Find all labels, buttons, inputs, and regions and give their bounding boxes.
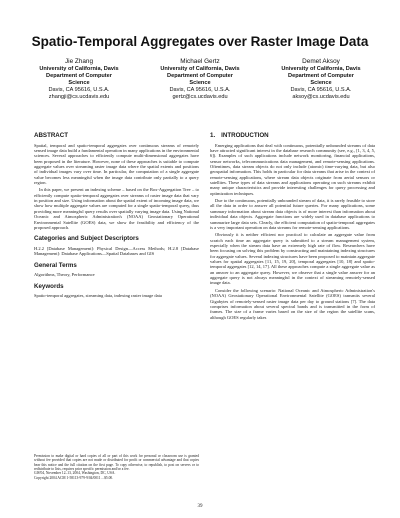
paper-title: Spatio-Temporal Aggregates over Raster Image Data	[31, 34, 369, 49]
abstract-heading: ABSTRACT	[34, 132, 69, 139]
author	[262, 58, 380, 101]
author-department-2: Science	[189, 80, 211, 87]
intro-paragraph: Obviously it is neither efficient nor practical to calculate an aggregate value from scratch each time an aggregate query is submitted to a stream management system, especially when the stream data have an extremely high rate of flow. Researchers have been focusing on solving this problem by constructing and maintaining indexing structures for aggregate values. Several indexing structures have been proposed to maintain aggregate values for spatial aggregates [11, 15, 19, 20], temporal aggregates [10, 18] and spatio-temporal aggregates [12, 14, 17]. All these approaches compute a single aggregate value as an answer to an aggregate query. However, we observe that a single value answer for an aggregate query is not always meaningful in the context of streaming remotely-sensed image data.	[210, 232, 375, 286]
copyright-footnote	[34, 454, 199, 480]
author-affiliation: University of California, Davis	[160, 66, 240, 73]
author-affiliation: University of California, Davis	[39, 66, 119, 73]
abstract-paragraph: In this paper, we present an indexing scheme – based on the Box-Aggregation Tree – to efficiently compute spatio-temporal aggregates over streams of raster image data that vary in position and size. Using information about the spatial extent of incoming image data, we show how multiple aggregate values are computed for a single spatio-temporal query, thus providing more meaningful query results over spatially varying image data. Using National Oceanic and Atmospheric Administration's (NOAA) Geostationary Operational Environmental Satellite (GOES) data, we show the feasibility and efficiency of the proposed approach.	[34, 187, 199, 230]
keywords-text: Spatio-temporal aggregates, streaming data, indexing raster image data	[34, 293, 162, 299]
author-department: Department of Computer	[46, 73, 112, 80]
author-block	[20, 58, 380, 101]
venue-line: GIS'04, November 12–13, 2004, Washington, DC, USA.	[34, 471, 116, 476]
categories-heading: Categories and Subject Descriptors	[34, 235, 139, 243]
author-address: Davis, CA 95616, U.S.A.	[48, 87, 110, 94]
author-email: zhangji@cs.ucdavis.edu	[48, 94, 110, 101]
author-department-2: Science	[68, 80, 90, 87]
section-title: INTRODUCTION	[221, 132, 269, 139]
author-email: gertz@cs.ucdavis.edu	[172, 94, 228, 101]
author	[141, 58, 259, 101]
general-terms-heading: General Terms	[34, 261, 77, 269]
general-terms-text: Algorithms, Theory, Performance	[34, 272, 95, 278]
author-affiliation: University of California, Davis	[281, 66, 361, 73]
author-department: Department of Computer	[167, 73, 233, 80]
left-column	[34, 132, 199, 301]
intro-paragraph: Consider the following scenario: National Oceanic and Atmospheric Administration's (NOAA) Geostationary Operational Environmental Satellite (GOES) transmits several Gigabytes of remotely-sensed raster image data per day to ground stations [7]. The data comprises information about several spectral bands and is transmitted in the form of frames. The size of a frame varies based on the size of the region the satellite scans, although GOES regularly takes	[210, 288, 375, 320]
author-address: Davis, CA 95616, U.S.A.	[169, 87, 231, 94]
author-email: aksoy@cs.ucdavis.edu	[292, 94, 350, 101]
intro-paragraph: Emerging applications that deal with continuous, potentially unbounded streams of data have attracted significant interest in the database research community (see, e.g., [1, 3, 4, 5, 6]). Examples of such applications include network monitoring, financial applications, sensor networks, telecommunications data management, and remote-sensing applications. Oftentimes, data stream objects do not only include (atomic) time-varying data, but also geospatial information. This holds in particular for data streams that arise in the context of remote-sensing applications, where stream data objects originate from aerial sensors or satellites. These types of data streams and applications operating on such streams exhibit many unique characteristics and provide interesting challenges for query processing and optimization techniques.	[210, 142, 375, 196]
author-address: Davis, CA 95616, U.S.A.	[290, 87, 352, 94]
author-name: Michael Gertz	[180, 58, 220, 65]
author-name: Jie Zhang	[64, 58, 94, 65]
section-number: 1.	[210, 132, 216, 139]
copyright-line: Copyright 2004 ACM 1-58113-979-9/04/0011 ...$5.00.	[34, 475, 114, 480]
page-number: 39	[197, 504, 203, 509]
categories-text: H.2.2 [Database Management]: Physical Design—Access Methods; H.2.8 [Database Management]: Database Applications—Spatial Databases and GIS	[34, 245, 199, 257]
intro-paragraph: Due to the continuous, potentially unbounded stream of data, it is rarely feasible to store all the data in order to answer all potential future queries. For many applications, some summary information about stream data objects is of more interest than information about individual data objects. Aggregate functions are widely used in database applications to summarize large data sets. Clearly, the efficient computation of spatio-temporal aggregates is a very important operation on data streams for remote-sensing applications.	[210, 198, 375, 230]
author	[20, 58, 138, 101]
right-column	[210, 132, 375, 322]
abstract-paragraph: Spatial, temporal and spatio-temporal aggregates over continuous streams of remotely sensed image data build a fundamental operation in many applications in the environmental sciences. Several approaches to efficiently compute multi-dimensional aggregates have been proposed in the literature. However, none of these approaches is suitable to compute aggregate values over streaming raster image data where the spatial extents and positions of individual images vary over time. In particular, the computation of a single aggregate value becomes less meaningful when the image data contribute only partially to a query region.	[34, 142, 199, 185]
permission-notice: Permission to make digital or hard copies of all or part of this work for personal or classroom use is granted without fee provided that copies are not made or distributed for profit or commercial advantage and that copies bear this notice and the full citation on the first page. To copy otherwise, to republish, to post on servers or to redistribute to lists, requires prior specific permission and/or a fee.	[34, 454, 199, 472]
author-department-2: Science	[310, 80, 332, 87]
author-department: Department of Computer	[288, 73, 354, 80]
introduction-heading	[210, 132, 375, 139]
author-name: Demet Aksoy	[302, 58, 340, 65]
keywords-heading: Keywords	[34, 282, 64, 290]
